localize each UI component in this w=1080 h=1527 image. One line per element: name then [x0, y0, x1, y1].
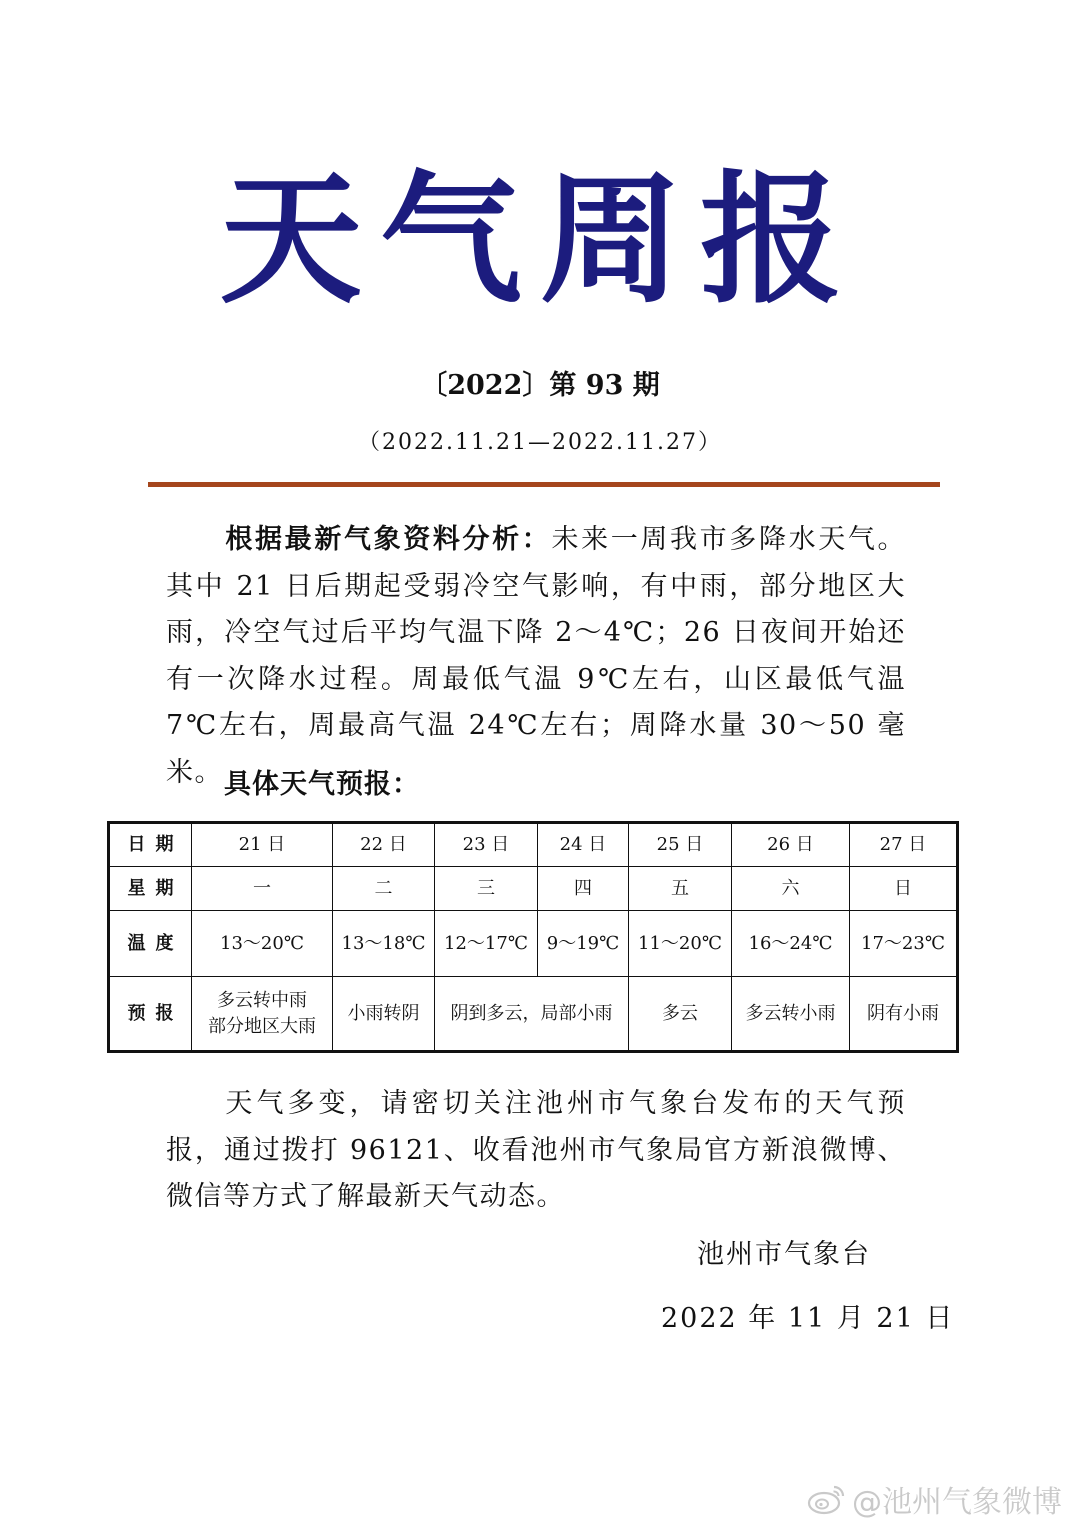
cell-forecast: 小雨转阴 — [333, 977, 435, 1052]
cell-forecast — [192, 977, 333, 1052]
cell-date: 22 日 — [333, 823, 435, 867]
cell-weekday: 五 — [629, 867, 732, 911]
cell-forecast: 阴到多云，局部小雨 — [435, 977, 629, 1052]
forecast-heading: 具体天气预报： — [224, 769, 420, 800]
weibo-icon — [806, 1483, 846, 1515]
cell-temperature: 17～23℃ — [850, 911, 958, 977]
cell-date: 27 日 — [850, 823, 958, 867]
cell-weekday: 四 — [538, 867, 629, 911]
cell-forecast: 多云转小雨 — [732, 977, 850, 1052]
cell-weekday: 六 — [732, 867, 850, 911]
cell-weekday: 日 — [850, 867, 958, 911]
cell-temperature: 16～24℃ — [732, 911, 850, 977]
forecast-table — [107, 821, 959, 1053]
closing-paragraph: 天气多变，请密切关注池州市气象台发布的天气预报，通过拨打 96121、收看池州市气象局官方新浪微博、微信等方式了解最新天气动态。 — [166, 1088, 906, 1212]
document-title: 天气周报 — [220, 157, 860, 323]
date-row — [109, 823, 958, 867]
signature-date: 2022 年 11 月 21 日 — [661, 1303, 955, 1334]
cell-temperature: 13～20℃ — [192, 911, 333, 977]
issue-number: 〔2022〕第 93 期 — [420, 370, 660, 401]
watermark — [806, 1477, 1062, 1521]
cell-weekday: 二 — [333, 867, 435, 911]
cell-forecast: 阴有小雨 — [850, 977, 958, 1052]
row-label-temperature: 温度 — [109, 911, 192, 977]
row-label-weekday: 星期 — [109, 867, 192, 911]
forecast-line: 部分地区大雨 — [208, 1015, 316, 1037]
cell-date: 21 日 — [192, 823, 333, 867]
signature-org: 池州市气象台 — [697, 1239, 871, 1270]
row-label-date: 日期 — [109, 823, 192, 867]
weekday-row — [109, 867, 958, 911]
forecast-row — [109, 977, 958, 1052]
analysis-lead: 根据最新气象资料分析： — [225, 524, 552, 555]
forecast-line: 多云转中雨 — [217, 989, 307, 1011]
cell-temperature: 11～20℃ — [629, 911, 732, 977]
cell-date: 25 日 — [629, 823, 732, 867]
cell-forecast: 多云 — [629, 977, 732, 1052]
header-divider — [148, 482, 940, 487]
analysis-body: 未来一周我市多降水天气。其中 21 日后期起受弱冷空气影响，有中雨，部分地区大雨，冷空气过后平均气温下降 2～4℃；26 日夜间开始还有一次降水过程。周最低气温 9℃左右，山区最低气温 7℃左右，周最高气温 24℃左右；周降水量 30～50 毫米。 — [166, 524, 907, 788]
cell-temperature: 13～18℃ — [333, 911, 435, 977]
cell-date: 23 日 — [435, 823, 538, 867]
cell-temperature: 12～17℃ — [435, 911, 538, 977]
cell-temperature: 9～19℃ — [538, 911, 629, 977]
temperature-row — [109, 911, 958, 977]
analysis-paragraph — [166, 517, 906, 796]
cell-date: 24 日 — [538, 823, 629, 867]
watermark-text: @池州气象微博 — [852, 1485, 1062, 1520]
date-range: （2022.11.21—2022.11.27） — [358, 430, 722, 455]
row-label-forecast: 预报 — [109, 977, 192, 1052]
cell-weekday: 三 — [435, 867, 538, 911]
cell-weekday: 一 — [192, 867, 333, 911]
cell-date: 26 日 — [732, 823, 850, 867]
